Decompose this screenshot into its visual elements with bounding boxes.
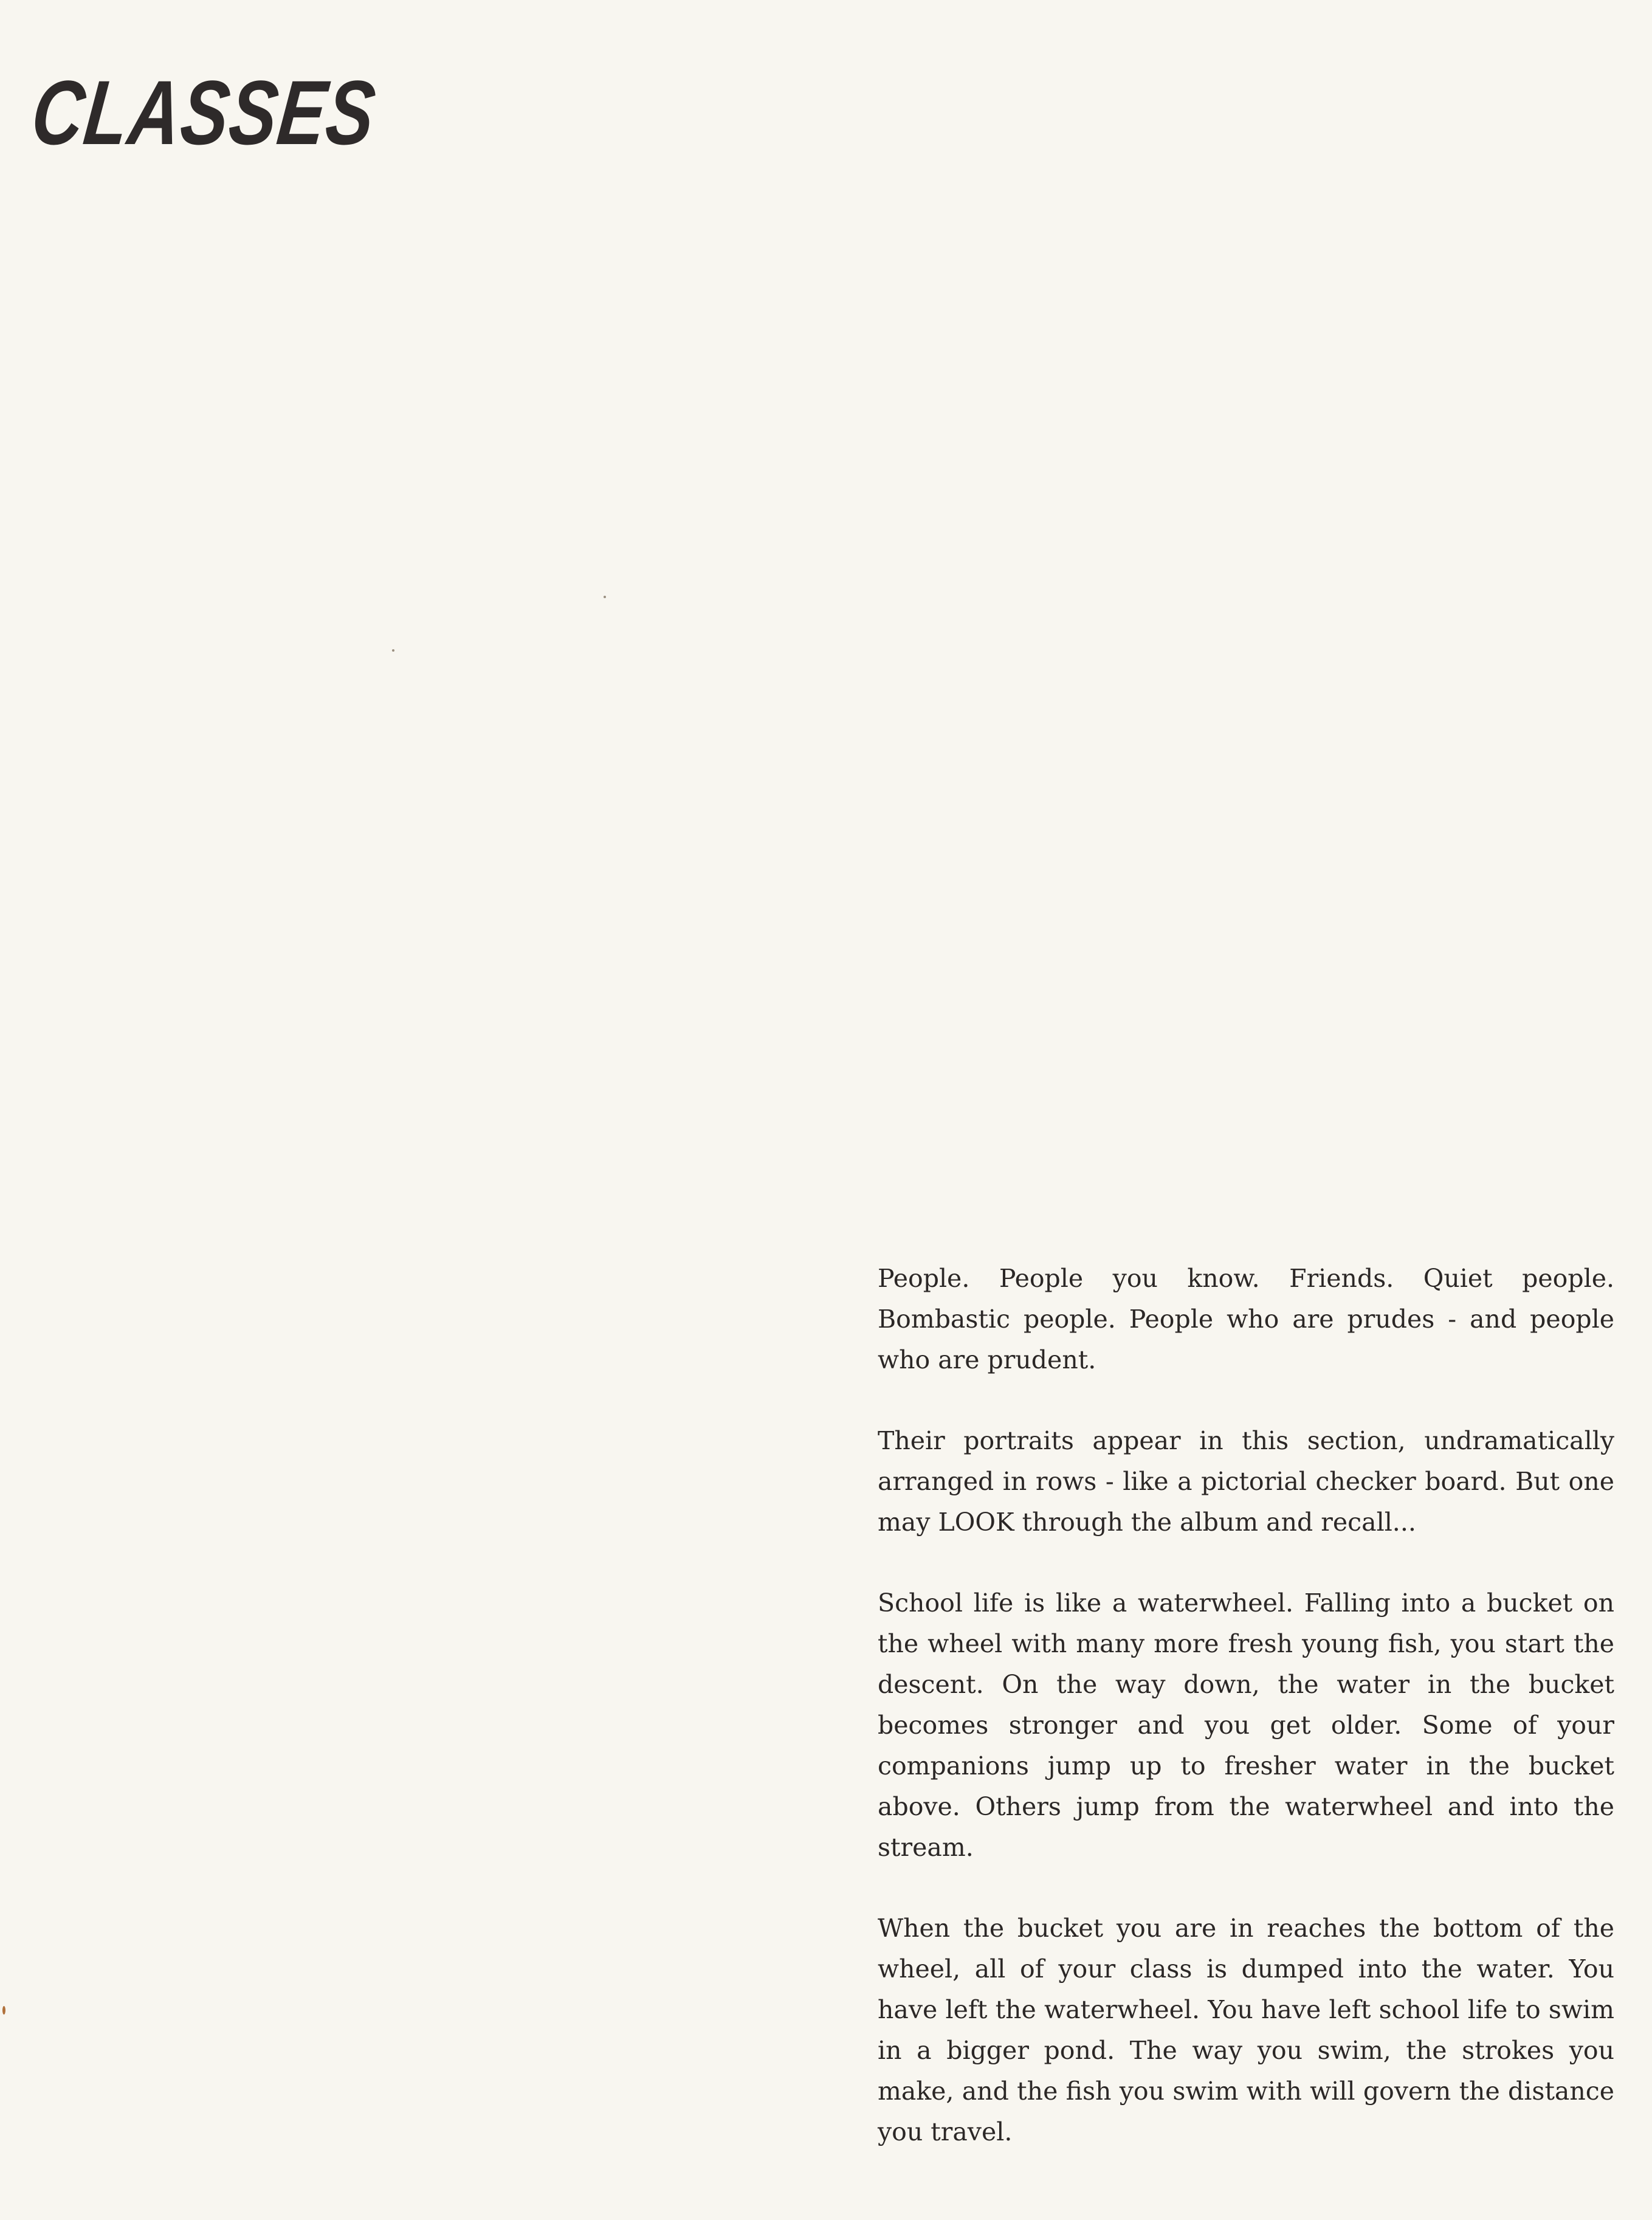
paragraph-portraits: Their portraits appear in this section, undramatically arranged in rows - like a pictorial checker board. But one may LOOK through the album and recall... xyxy=(878,1426,1614,1537)
paragraph-waterwheel: School life is like a waterwheel. Falling into a bucket on the wheel with many more fresh young fish, you start the descent. On the way down, the water in the bucket becomes stronger and you get older. Some of your companions jump up to fresher water in the bucket above. Others jump from the waterwheel and into the stream. xyxy=(878,1588,1614,1862)
paper-speck xyxy=(2,2006,5,2015)
paragraph-bucket: When the bucket you are in reaches the bottom of the wheel, all of your class is dumped into the water. You have left the waterwheel. You have left school life to swim in a bigger pond. The way you swim, the strokes you make, and the fish you swim with will govern the distance you travel. xyxy=(878,1914,1614,2146)
paragraph-people: People. People you know. Friends. Quiet people. Bombastic people. People who are prudes - and people who are prudent. xyxy=(878,1264,1614,1374)
page-title: CLASSES xyxy=(27,61,381,164)
paper-speck xyxy=(392,649,394,652)
paper-speck xyxy=(604,596,606,598)
body-text xyxy=(878,1258,1614,2153)
